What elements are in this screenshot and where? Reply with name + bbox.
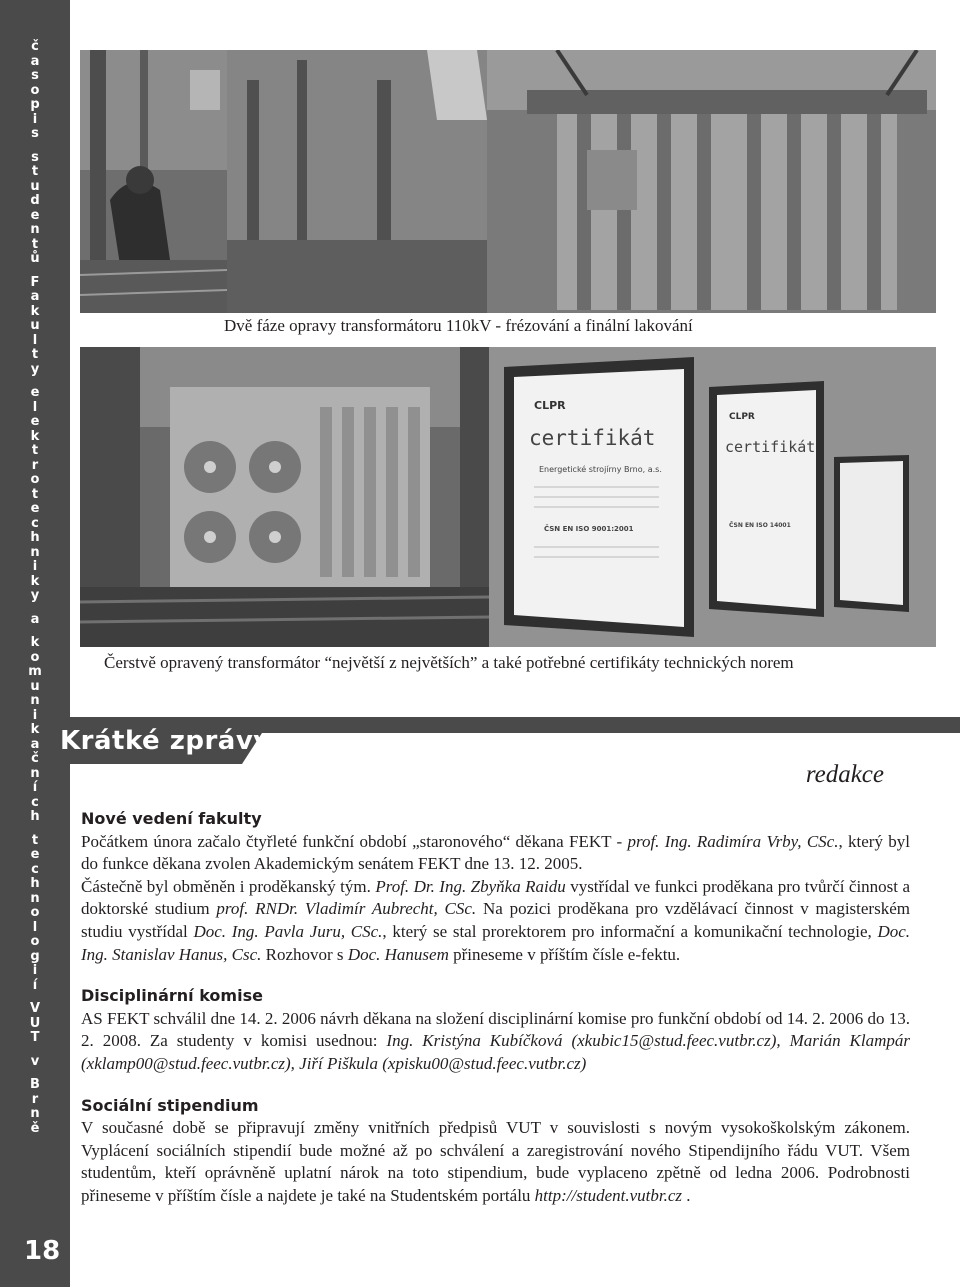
svg-text:certifikát: certifikát	[725, 438, 816, 456]
news-item-new-faculty-leadership	[81, 808, 910, 966]
news-paragraph: AS FEKT schválil dne 14. 2. 2006 návrh děkana na složení disciplinární komise pro funkční období od 14. 2. 2006 do 13. 2. 2008. Za studenty v komisi usednou: Ing. Kristýna Kubíčková (xkubic15@stud.feec.vutbr.cz), Marián Klampár (xklamp00@stud.feec.vutbr.cz), Jiří Piškula (xpisku00@stud.feec.vutbr.cz)	[81, 1008, 910, 1073]
photo-repaired-transformer	[80, 347, 489, 647]
photo-caption-top: Dvě fáze opravy transformátoru 110kV - frézování a finální lakování	[224, 316, 693, 335]
svg-text:certifikát: certifikát	[529, 426, 656, 450]
article-body	[81, 808, 910, 1227]
svg-text:CLPR: CLPR	[534, 399, 566, 412]
photo-caption-middle: Čerstvě opravený transformátor “největší z největších” a také potřebné certifikáty technických norem	[104, 653, 794, 672]
svg-text:ČSN EN ISO 9001:2001: ČSN EN ISO 9001:2001	[544, 525, 634, 533]
news-item-disciplinary-committee	[81, 985, 910, 1075]
news-heading: Disciplinární komise	[81, 986, 263, 1006]
section-title: Krátké zprávy	[60, 726, 271, 756]
student-portal-link[interactable]: http://student.vutbr.cz	[534, 1185, 682, 1205]
vertical-magazine-title: č a s o p i s s t u d e n t ů F a k u l t y e l e k t r o t e c h n i k y a k o m u n i k a č n í c h t e c h n o l o g i í V U T v B r n ě	[28, 39, 42, 1136]
news-item-social-scholarship	[81, 1095, 910, 1208]
svg-text:CLPR: CLPR	[729, 412, 755, 422]
photo-worker-milling	[80, 50, 227, 313]
news-paragraph: V současné době se připravují změny vnitřních předpisů VUT v souvislosti s novým vysokoškolským zákonem. Vyplácení sociálních stipendií bude možné až po schválení a zaregistrování nového Stipendijního řádu VUT. Všem studentům, kteří oprávněně uplatní nárok na toto stipendium, bude vyplaceno zpětně od ledna 2006. Podrobnosti přineseme v příštím čísle a najdete je také na Studentském portálu http://student.vutbr.cz .	[81, 1118, 910, 1205]
svg-text:Energetické strojírny Brno, a.: Energetické strojírny Brno, a.s.	[539, 465, 662, 474]
news-heading: Nové vedení fakulty	[81, 809, 262, 828]
photo-transformer-crane	[227, 50, 936, 313]
author: redakce	[805, 761, 884, 788]
page-number: 18	[24, 1236, 61, 1266]
news-paragraph: Počátkem února začalo čtyřleté funkční období „staronového“ děkana FEKT - prof. Ing. Radimíra Vrby, CSc., který byl do funkce děkana zvolen Akademickým senátem FEKT dne 13. 12. 2005.	[81, 831, 910, 874]
news-heading: Sociální stipendium	[81, 1095, 259, 1115]
photo-certificates	[489, 347, 936, 647]
news-paragraph: Částečně byl obměněn i proděkanský tým. Prof. Dr. Ing. Zbyňka Raidu vystřídal ve funkci proděkana pro tvůrčí činnost a doktorské studium prof. RNDr. Vladimír Aubrecht, CSc. Na pozici proděkana pro vzdělávací činnost v magisterském studiu vystřídal Doc. Ing. Pavla Juru, CSc., který se stal prorektorem pro informační a komunikační technologie, Doc. Ing. Stanislav Hanus, Csc. Rozhovor s Doc. Hanusem přineseme v příštím čísle e-fektu.	[81, 876, 911, 964]
svg-text:ČSN EN ISO 14001: ČSN EN ISO 14001	[729, 522, 791, 529]
